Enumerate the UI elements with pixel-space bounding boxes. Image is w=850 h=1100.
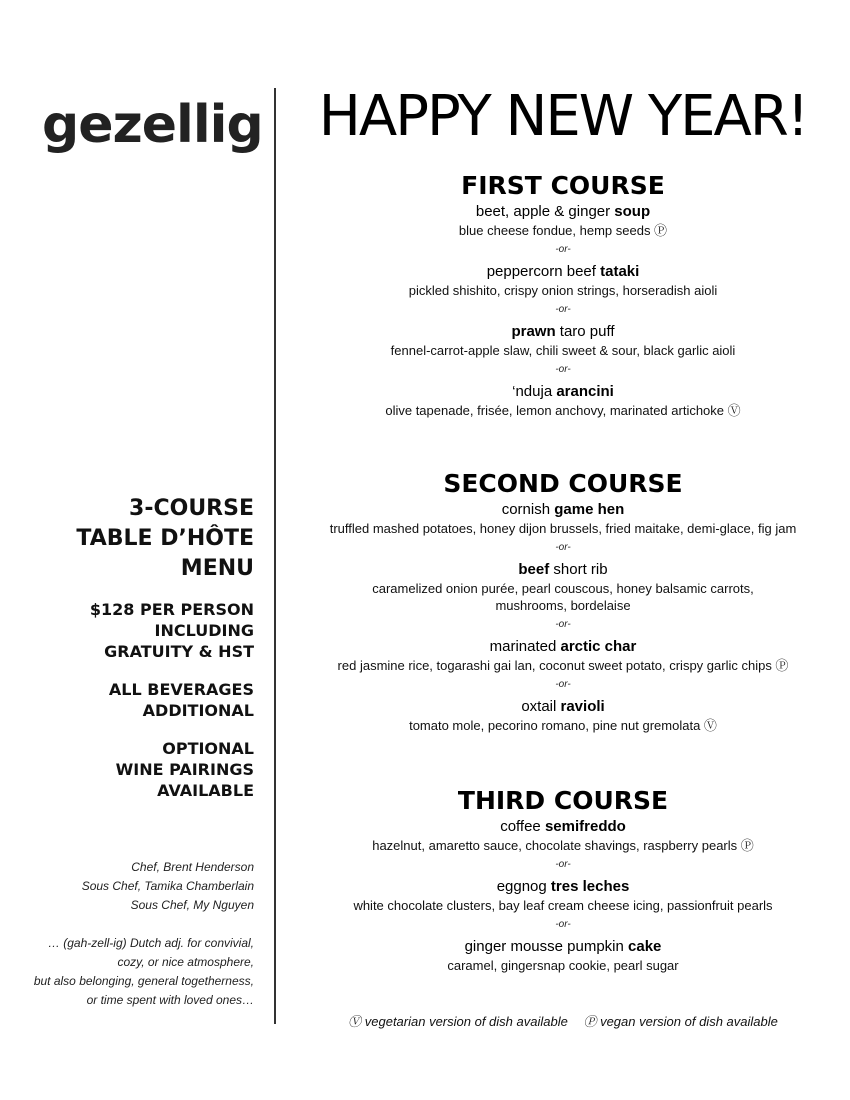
vegetarian-legend: Ⓥ vegetarian version of dish available [348,1014,568,1029]
price-line: INCLUDING [154,621,254,640]
course-title: THIRD COURSE [457,786,669,815]
course-title: FIRST COURSE [461,171,665,200]
dish-name: coffee semifreddo [500,818,626,835]
or-separator: -or- [555,244,571,255]
menu-title-line: MENU [180,556,254,581]
dish-description-continued: mushrooms, bordelaise [495,598,631,613]
dish-name: ginger mousse pumpkin cake [464,938,662,955]
dish-name: prawn taro puff [511,323,615,340]
dish-description: truffled mashed potatoes, honey dijon brussels, fried maitake, demi-glace, fig jam [329,521,797,536]
wine-line: OPTIONAL [162,739,254,758]
headline: HAPPY NEW YEAR! [318,84,808,149]
dish [276,817,850,854]
dish-description: blue cheese fondue, hemp seeds Ⓟ [458,223,668,238]
wine-line: AVAILABLE [157,781,254,800]
restaurant-logo: gezellig [42,95,263,155]
dish-description: fennel-carrot-apple slaw, chili sweet & sour, black garlic aioli [390,343,736,358]
dish [276,637,850,674]
or-separator: -or- [555,679,571,690]
dish-description: white chocolate clusters, bay leaf cream cheese icing, passionfruit pearls [353,898,773,913]
dish [276,202,850,239]
dish-name: ‘nduja arancini [512,383,614,400]
dish-name: peppercorn beef tataki [486,263,640,280]
dish [276,877,850,914]
dish-description: caramelized onion purée, pearl couscous, honey balsamic carrots, [372,581,754,596]
beverage-line: ADDITIONAL [142,701,254,720]
or-separator: -or- [555,619,571,630]
course-title: SECOND COURSE [443,469,683,498]
price-line: $128 PER PERSON [89,600,254,619]
beverage-info [109,679,254,721]
dish [276,262,850,299]
dish-description: tomato mole, pecorino romano, pine nut gremolata Ⓥ [409,718,717,733]
dish-description: caramel, gingersnap cookie, pearl sugar [447,958,679,973]
dish [276,560,850,614]
definition-line: … (gah-zell-ig) Dutch adj. for convivial, [47,936,254,950]
first-course-section [276,170,850,419]
menu-title-line: TABLE D’HÔTE [76,526,254,551]
or-separator: -or- [555,364,571,375]
dish-name: marinated arctic char [489,638,637,655]
staff-line: Sous Chef, Tamika Chamberlain [81,879,254,893]
dish-name: cornish game hen [501,501,625,518]
price-info [90,599,254,662]
or-separator: -or- [555,542,571,553]
staff-line: Sous Chef, My Nguyen [130,898,254,912]
or-separator: -or- [555,859,571,870]
definition-line: but also belonging, general togetherness, [33,974,254,988]
dietary-legend [276,1011,850,1030]
dish-name: eggnog tres leches [496,878,630,895]
or-separator: -or- [555,304,571,315]
staff-credits [82,858,254,915]
beverage-line: ALL BEVERAGES [108,680,254,699]
vegan-legend: Ⓟ vegan version of dish available [583,1014,778,1029]
wine-line: WINE PAIRINGS [115,760,254,779]
menu-title-line: 3-COURSE [129,496,254,521]
staff-line: Chef, Brent Henderson [131,860,254,874]
definition-line: or time spent with loved ones… [86,993,254,1007]
dish-name: oxtail ravioli [521,698,605,715]
dish [276,382,850,419]
dish-description: red jasmine rice, togarashi gai lan, coconut sweet potato, crispy garlic chips Ⓟ [337,658,789,673]
dish-name: beef short rib [518,561,608,578]
dish-description: hazelnut, amaretto sauce, chocolate shavings, raspberry pearls Ⓟ [372,838,754,853]
dish-description: pickled shishito, crispy onion strings, horseradish aioli [408,283,718,298]
definition-line: cozy, or nice atmosphere, [117,955,254,969]
or-separator: -or- [555,919,571,930]
dish [276,697,850,734]
dish [276,500,850,537]
wine-pairing-info [116,738,254,801]
menu-type-title [76,494,254,584]
dish-name: beet, apple & ginger soup [475,203,651,220]
dish [276,937,850,974]
price-line: GRATUITY & HST [104,642,254,661]
dish [276,322,850,359]
gezellig-definition [34,934,254,1010]
second-course-section [276,468,850,734]
third-course-section [276,785,850,974]
dish-description: olive tapenade, frisée, lemon anchovy, marinated artichoke Ⓥ [385,403,741,418]
